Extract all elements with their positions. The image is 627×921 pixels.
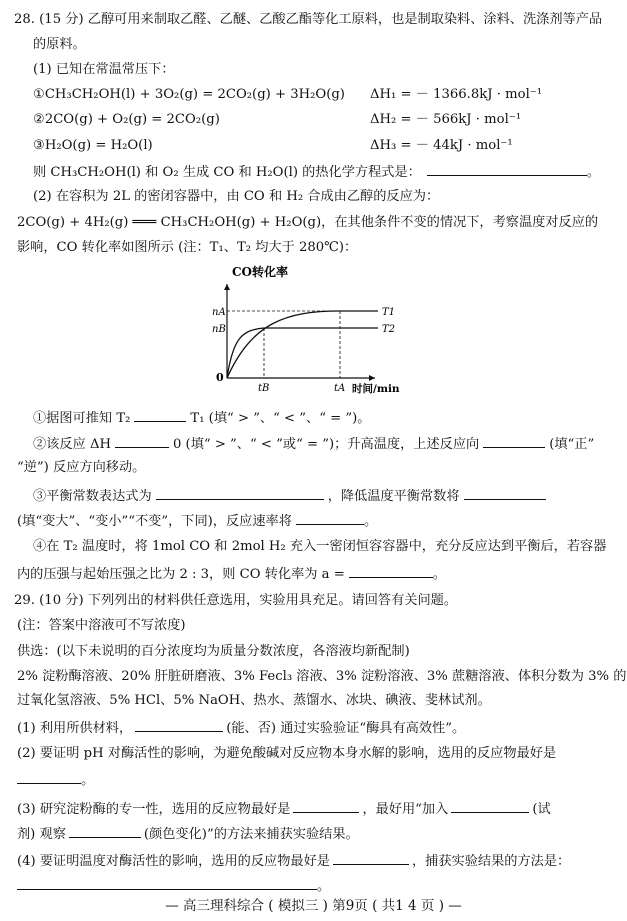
series-T1-line xyxy=(227,311,378,378)
period: 。 xyxy=(363,514,378,529)
q28-sub1 xyxy=(33,408,370,428)
origin-label: 0 xyxy=(216,371,224,384)
chart-title: CO转化率 xyxy=(232,265,289,279)
answer-blank[interactable] xyxy=(17,876,317,890)
sub1-text: ①据图可推知 T₂ xyxy=(33,411,131,426)
q28-part2-equation: 2CO(g) + 4H₂(g) ═══ CH₃CH₂OH(g) + H₂O(g)，在其他条件不变的情况下，考察温度对反应的 xyxy=(17,215,599,230)
period: 。 xyxy=(81,773,95,788)
sub1-text-b: T₁ (填“ > ”、“ < ”、“ = ”)。 xyxy=(190,411,371,426)
q29-q4 xyxy=(17,851,570,871)
reaction-1: ①CH₃CH₂OH(l) + 3O₂(g) = 2CO₂(g) + 3H₂O(g) xyxy=(33,87,345,102)
q28-sub4: ④在 T₂ 温度时，将 1mol CO 和 2mol H₂ 充入一密闭恒容容器中，充分反应达到平衡后，若容器 xyxy=(33,539,607,554)
sub2-text: ②该反应 ΔH xyxy=(33,437,111,452)
q29-intro: 29. (10 分) 下列列出的材料供任意选用，实验用具充足。请回答有关问题。 xyxy=(14,593,458,608)
answer-blank[interactable] xyxy=(17,770,81,784)
co-conversion-chart xyxy=(200,262,420,397)
answer-blank[interactable] xyxy=(156,486,324,500)
sub2-text-b: 0 (填“ > ”、“ < ”或“ = ”)；升高温度，上述反应向 xyxy=(172,437,480,452)
q29-materials-2: 过氧化氢溶液、5% HCl、5% NaOH、热水、蒸馏水、冰块、碘液、斐林试剂。 xyxy=(17,693,491,708)
q29-q2-answer-line xyxy=(17,770,94,790)
q28-part1-heading: (1) 已知在常温常压下： xyxy=(33,62,175,77)
page-footer: — 高三理科综合 ( 模拟三 ) 第9页 ( 共1 4 页 ) — xyxy=(165,898,462,914)
legend-T2: T2 xyxy=(382,324,396,335)
q28-part2-note: 影响，CO 转化率如图所示 (注：T₁、T₂ 均大于 280℃)： xyxy=(17,240,358,255)
q29-q4-answer-line xyxy=(17,876,330,896)
y-axis-arrow xyxy=(224,284,230,290)
answer-blank[interactable] xyxy=(69,824,141,838)
sub3-text-b: ，降低温度平衡常数将 xyxy=(327,489,460,504)
delta-h-2: ΔH₂ = － 566kJ · mol⁻¹ xyxy=(370,112,522,127)
q28-part1-question-text: 则 CH₃CH₂OH(l) 和 O₂ 生成 CO 和 H₂O(l) 的热化学方程式是： xyxy=(33,165,421,180)
period: 。 xyxy=(432,567,446,582)
sub2-text-c: (填“正” xyxy=(549,437,595,452)
answer-blank[interactable] xyxy=(427,162,587,176)
sub4-text-2: 内的压强与起始压强之比为 2 : 3，则 CO 转化率为 a = xyxy=(17,567,345,582)
sub3-text: ③平衡常数表达式为 xyxy=(33,489,152,504)
answer-blank[interactable] xyxy=(134,408,186,422)
q29-supply: 供选：(以下未说明的百分浓度均为质量分数浓度，各溶液均新配制) xyxy=(17,644,410,659)
q28-sub2 xyxy=(33,434,594,454)
x-tick-tB: tB xyxy=(258,383,270,394)
q29-q1 xyxy=(17,718,465,738)
q28-part1-question xyxy=(33,162,600,182)
y-tick-nB: nB xyxy=(212,324,226,335)
x-tick-tA: tA xyxy=(334,383,346,394)
q29-q3-text-b: ，最好用“加入 xyxy=(362,802,449,817)
q29-q2: (2) 要证明 pH 对酶活性的影响，为避免酸碱对反应物本身水解的影响，选用的反应物最好是 xyxy=(17,746,557,761)
answer-blank[interactable] xyxy=(115,434,169,448)
delta-h-1: ΔH₁ = － 1366.8kJ · mol⁻¹ xyxy=(370,87,543,102)
answer-blank[interactable] xyxy=(296,511,364,525)
period: 。 xyxy=(317,879,331,894)
answer-blank[interactable] xyxy=(451,799,529,813)
q29-q3-text: (3) 研究淀粉酶的专一性，选用的反应物最好是 xyxy=(17,802,291,817)
q29-note: (注：答案中溶液可不写浓度) xyxy=(17,618,186,633)
q29-q3-line2 xyxy=(17,824,359,844)
q29-q3-text-c: (试 xyxy=(532,802,551,817)
reaction-3: ③H₂O(g) = H₂O(l) xyxy=(33,138,153,153)
answer-blank[interactable] xyxy=(464,486,546,500)
y-tick-nA: nA xyxy=(212,307,226,318)
series-T2-line xyxy=(227,328,378,378)
reaction-2: ②2CO(g) + O₂(g) = 2CO₂(g) xyxy=(33,112,220,127)
answer-blank[interactable] xyxy=(135,718,223,732)
q28-sub3-line2 xyxy=(17,511,377,531)
q29-q3 xyxy=(17,799,551,819)
q28-sub4-line2 xyxy=(17,564,446,584)
q29-q3-text-2: 剂) 观察 xyxy=(17,827,66,842)
q29-q4-text-b: ，捕获实验结果的方法是： xyxy=(412,854,571,869)
q29-q1-text: (1) 利用所供材料， xyxy=(17,721,133,736)
q29-q4-text: (4) 要证明温度对酶活性的影响，选用的反应物最好是 xyxy=(17,854,330,869)
q28-part2-heading: (2) 在容积为 2L 的密闭容器中，由 CO 和 H₂ 合成由乙醇的反应为： xyxy=(33,189,440,204)
answer-blank[interactable] xyxy=(483,434,545,448)
q28-intro-line2: 的原料。 xyxy=(33,37,86,52)
x-axis-label: 时间/min xyxy=(352,383,400,395)
legend-T1: T1 xyxy=(382,307,396,318)
answer-blank[interactable] xyxy=(349,564,433,578)
x-axis-arrow xyxy=(369,375,375,381)
sub3-text-2: (填“变大”、“变小”“不变”，下同)，反应速率将 xyxy=(17,514,292,529)
answer-blank[interactable] xyxy=(333,851,409,865)
answer-blank[interactable] xyxy=(293,799,359,813)
q28-intro-line1: 28. (15 分) 乙醇可用来制取乙醛、乙醚、乙酸乙酯等化工原料，也是制取染料、涂料、洗涤剂等产品 xyxy=(14,12,603,27)
delta-h-3: ΔH₃ = － 44kJ · mol⁻¹ xyxy=(370,138,513,153)
q28-sub3 xyxy=(33,486,546,506)
q29-q3-text-2b: (颜色变化)”的方法来捕获实验结果。 xyxy=(143,827,359,842)
q29-materials-1: 2% 淀粉酶溶液、20% 肝脏研磨液、3% Fecl₃ 溶液、3% 淀粉溶液、3% 蔗糖溶液、体积分数为 3% 的 xyxy=(17,669,627,684)
q28-sub2-line2: “逆”) 反应方向移动。 xyxy=(17,460,146,475)
period: 。 xyxy=(586,165,601,180)
q29-q1-text-b: (能、否) 通过实验验证“酶具有高效性”。 xyxy=(226,721,466,736)
